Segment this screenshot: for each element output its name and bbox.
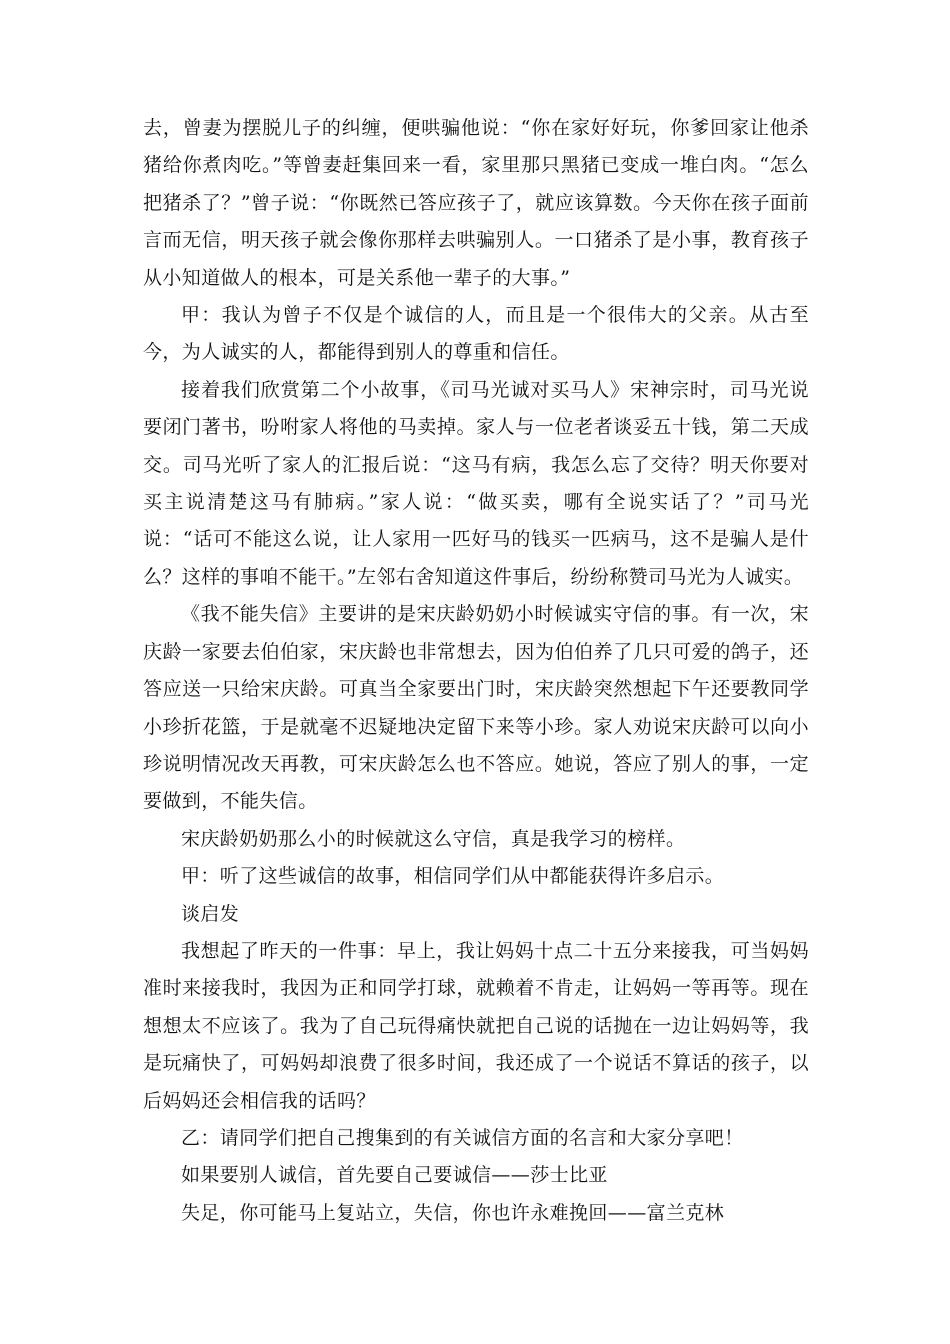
paragraph-jia-transition: 甲：听了这些诚信的故事，相信同学们从中都能获得许多启示。 bbox=[181, 865, 725, 888]
paragraph-song-qingling-story: 《我不能失信》主要讲的是宋庆龄奶奶小时候诚实守信的事。有一次，宋庆龄一家要去伯伯家，宋庆龄也非常想去，因为伯伯养了几只可爱的鸽子，还答应送一只给宋庆龄。可真当全家要出门时，宋庆龄突然想起下午还要教同学小珍折花篮，于是就毫不迟疑地决定留下来等小珍。家人劝说宋庆龄可以向小珍说明情况改天再教，可宋庆龄怎么也不答应。她说，答应了别人的事，一定要做到，不能失信。 bbox=[143, 603, 809, 813]
paragraph-sima-guang-story: 接着我们欣赏第二个小故事，《司马光诚对买马人》宋神宗时，司马光说要闭门著书，吩咐家人将他的马卖掉。家人与一位老者谈妥五十钱，第二天成交。司马光听了家人的汇报后说：“这马有病，我怎么忘了交待？明天你要对买主说清楚这马有肺病。”家人说：“做买卖，哪有全说实话了？”司马光说：“话可不能这么说，让人家用一匹好马的钱买一匹病马，这不是骗人是什么？这样的事咱不能干。”左邻右舍知道这件事后，纷纷称赞司马光为人诚实。 bbox=[143, 378, 809, 588]
paragraph-zengzi-story: 去，曾妻为摆脱儿子的纠缠，便哄骗他说：“你在家好好玩，你爹回家让他杀猪给你煮肉吃。”等曾妻赶集回来一看，家里那只黑猪已变成一堆白肉。“怎么把猪杀了？”曾子说：“你既然已答应孩子了，就应该算数。今天你在孩子面前言而无信，明天孩子就会像你那样去哄骗别人。一口猪杀了是小事，教育孩子从小知道做人的根本，可是关系他一辈子的大事。” bbox=[143, 117, 809, 289]
quote-franklin: 失足，你可能马上复站立，失信，你也许永难挽回——富兰克林 bbox=[181, 1201, 725, 1224]
document-body bbox=[143, 110, 809, 1232]
paragraph-personal-story: 我想起了昨天的一件事：早上，我让妈妈十点二十五分来接我，可当妈妈准时来接我时，我因为正和同学打球，就赖着不肯走，让妈妈一等再等。现在想想太不应该了。我为了自己玩得痛快就把自己说的话抛在一边让妈妈等，我是玩痛快了，可妈妈却浪费了很多时间，我还成了一个说话不算话的孩子，以后妈妈还会相信我的话吗？ bbox=[143, 939, 809, 1112]
section-heading-inspiration: 谈启发 bbox=[181, 902, 240, 925]
paragraph-yi-invitation: 乙：请同学们把自己搜集到的有关诚信方面的名言和大家分享吧！ bbox=[181, 1126, 744, 1149]
quote-shakespeare: 如果要别人诚信，首先要自己要诚信——莎士比亚 bbox=[181, 1164, 608, 1187]
paragraph-role-model: 宋庆龄奶奶那么小的时候就这么守信，真是我学习的榜样。 bbox=[181, 827, 686, 850]
paragraph-jia-comment: 甲：我认为曾子不仅是个诚信的人，而且是一个很伟大的父亲。从古至今，为人诚实的人，都能得到别人的尊重和信任。 bbox=[143, 304, 809, 364]
